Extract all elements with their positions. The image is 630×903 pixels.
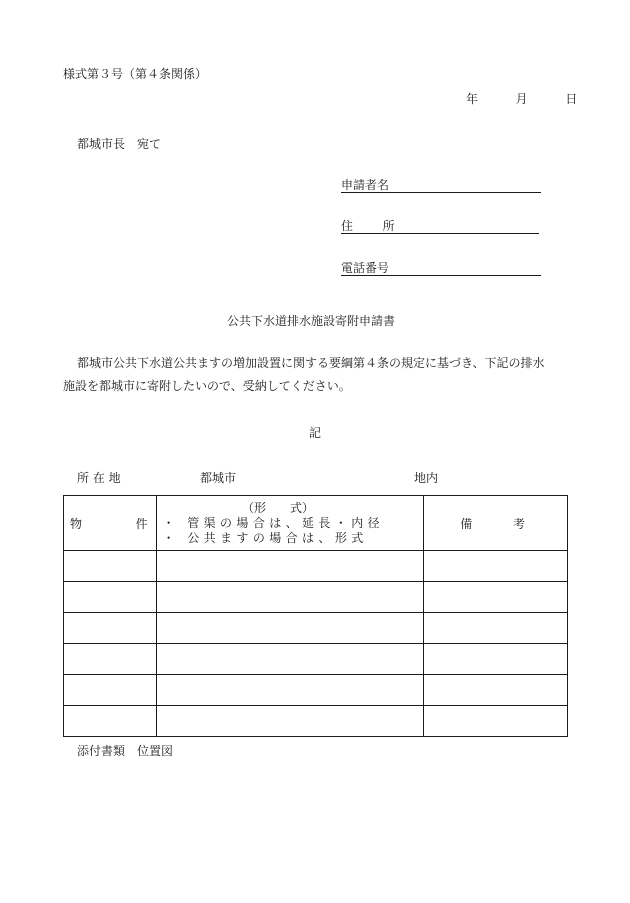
applicant-phone-field [341,261,541,276]
cell-form[interactable] [156,706,424,737]
table-row [64,551,568,582]
header-notes-b: 考 [512,516,525,531]
form-number: 様式第３号（第４条関係） [63,67,208,81]
applicant-address-field [341,219,539,234]
cell-notes[interactable] [424,613,568,644]
cell-object[interactable] [64,582,157,613]
header-form-line-2: ・ 公共ますの場合は、形式 [162,530,368,545]
date-year: 年 [466,92,479,106]
applicant-name-label: 申請者名 [341,178,390,192]
body-line-2: 施設を都城市に寄附したいので、受納してください。 [63,379,351,393]
table-row [64,613,568,644]
applicant-address-label-1: 住 [341,219,354,233]
cell-form[interactable] [156,582,424,613]
location-label: 所 在 地 [77,471,121,485]
header-object-a: 物 [70,516,83,531]
date-month: 月 [515,92,528,106]
date-day: 日 [565,92,578,106]
cell-object[interactable] [64,644,157,675]
table-header-row [64,496,568,551]
applicant-phone-label: 電話番号 [341,261,390,275]
cell-notes[interactable] [424,551,568,582]
location-suffix: 地内 [414,471,439,485]
cell-object[interactable] [64,675,157,706]
document-title: 公共下水道排水施設寄附申請書 [227,314,396,328]
cell-notes[interactable] [424,644,568,675]
header-notes [424,496,568,551]
cell-notes[interactable] [424,582,568,613]
cell-form[interactable] [156,551,424,582]
date-line [466,92,577,106]
body-line-1: 都城市公共下水道公共ますの増加設置に関する要綱第４条の規定に基づき、下記の排水 [77,356,545,370]
attachments: 添付書類 位置図 [77,744,174,758]
header-object-b: 件 [135,516,148,531]
cell-object[interactable] [64,706,157,737]
cell-notes[interactable] [424,706,568,737]
cell-object[interactable] [64,551,157,582]
cell-form[interactable] [156,613,424,644]
cell-object[interactable] [64,613,157,644]
table-row [64,675,568,706]
cell-form[interactable] [156,675,424,706]
table-row [64,582,568,613]
header-form-caption: （形 式） [241,500,314,515]
header-form-line-1: ・ 管渠の場合は、延長・内径 [162,515,385,530]
applicant-name-field [341,178,541,193]
cell-form[interactable] [156,644,424,675]
ki-heading: 記 [309,426,322,440]
table-row [64,706,568,737]
property-table [63,495,568,737]
header-object [64,496,157,551]
header-form [156,496,424,551]
cell-notes[interactable] [424,675,568,706]
header-notes-a: 備 [460,516,473,531]
addressee: 都城市長 宛て [77,137,162,151]
location-city: 都城市 [200,471,237,485]
applicant-address-label-2: 所 [382,219,395,233]
table-row [64,644,568,675]
